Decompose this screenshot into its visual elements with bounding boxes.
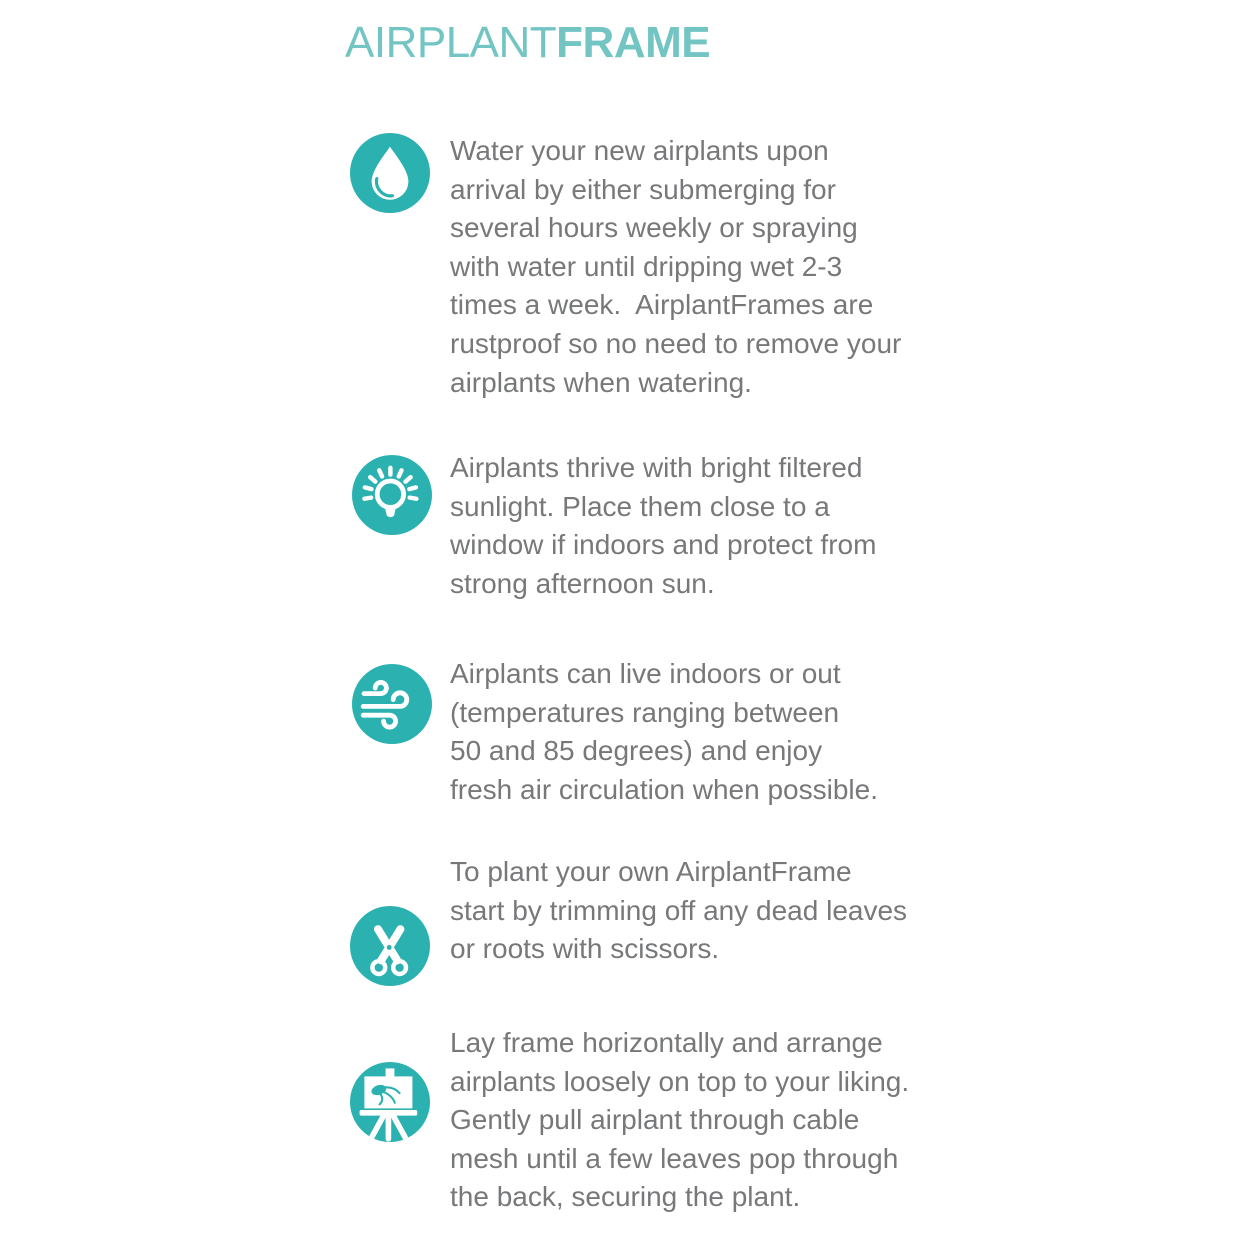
text-line: window if indoors and protect from [450,529,877,561]
text-line: Lay frame horizontally and arrange [450,1027,883,1058]
sunlight-bulb-icon [352,455,432,535]
text-line: Water your new airplants upon [450,135,829,166]
water-drop-icon [350,133,430,213]
text-line: with water until dripping wet 2-3 [450,250,843,282]
page-title-regular: AIRPLANT [345,18,557,67]
text-line: airplants when watering. [450,366,752,398]
text-line: fresh air circulation when possible. [450,773,878,805]
text-line: Airplants can live indoors or out [450,658,841,689]
wind-icon [352,664,432,744]
text-line: several hours weekly or spraying [450,212,858,244]
care-instruction-air [450,655,940,809]
care-instruction-trimming [450,853,940,969]
scissors-icon [350,906,430,986]
page-title [345,18,711,67]
care-instruction-light [450,449,940,603]
text-line: the back, securing the plant. [450,1181,801,1213]
care-instruction-mounting [450,1024,940,1217]
text-line: rustproof so no need to remove your [450,327,902,359]
text-line: To plant your own AirplantFrame [450,856,852,887]
text-line: 50 and 85 degrees) and enjoy [450,735,823,767]
text-line: Airplants thrive with bright filtered [450,452,863,483]
text-line: sunlight. Place them close to a [450,490,830,522]
text-line: times a week. AirplantFrames are [450,289,874,321]
text-line: (temperatures ranging between [450,696,840,728]
text-line: start by trimming off any dead leaves [450,894,908,926]
text-line: or roots with scissors. [450,933,720,965]
text-line: mesh until a few leaves pop through [450,1142,899,1174]
text-line: airplants loosely on top to your liking. [450,1065,910,1097]
text-line: Gently pull airplant through cable [450,1104,860,1136]
page-title-bold: FRAME [556,18,711,67]
easel-frame-icon [350,1062,430,1142]
text-line: arrival by either submerging for [450,173,836,205]
text-line: strong afternoon sun. [450,567,715,599]
care-instruction-watering [450,132,940,402]
